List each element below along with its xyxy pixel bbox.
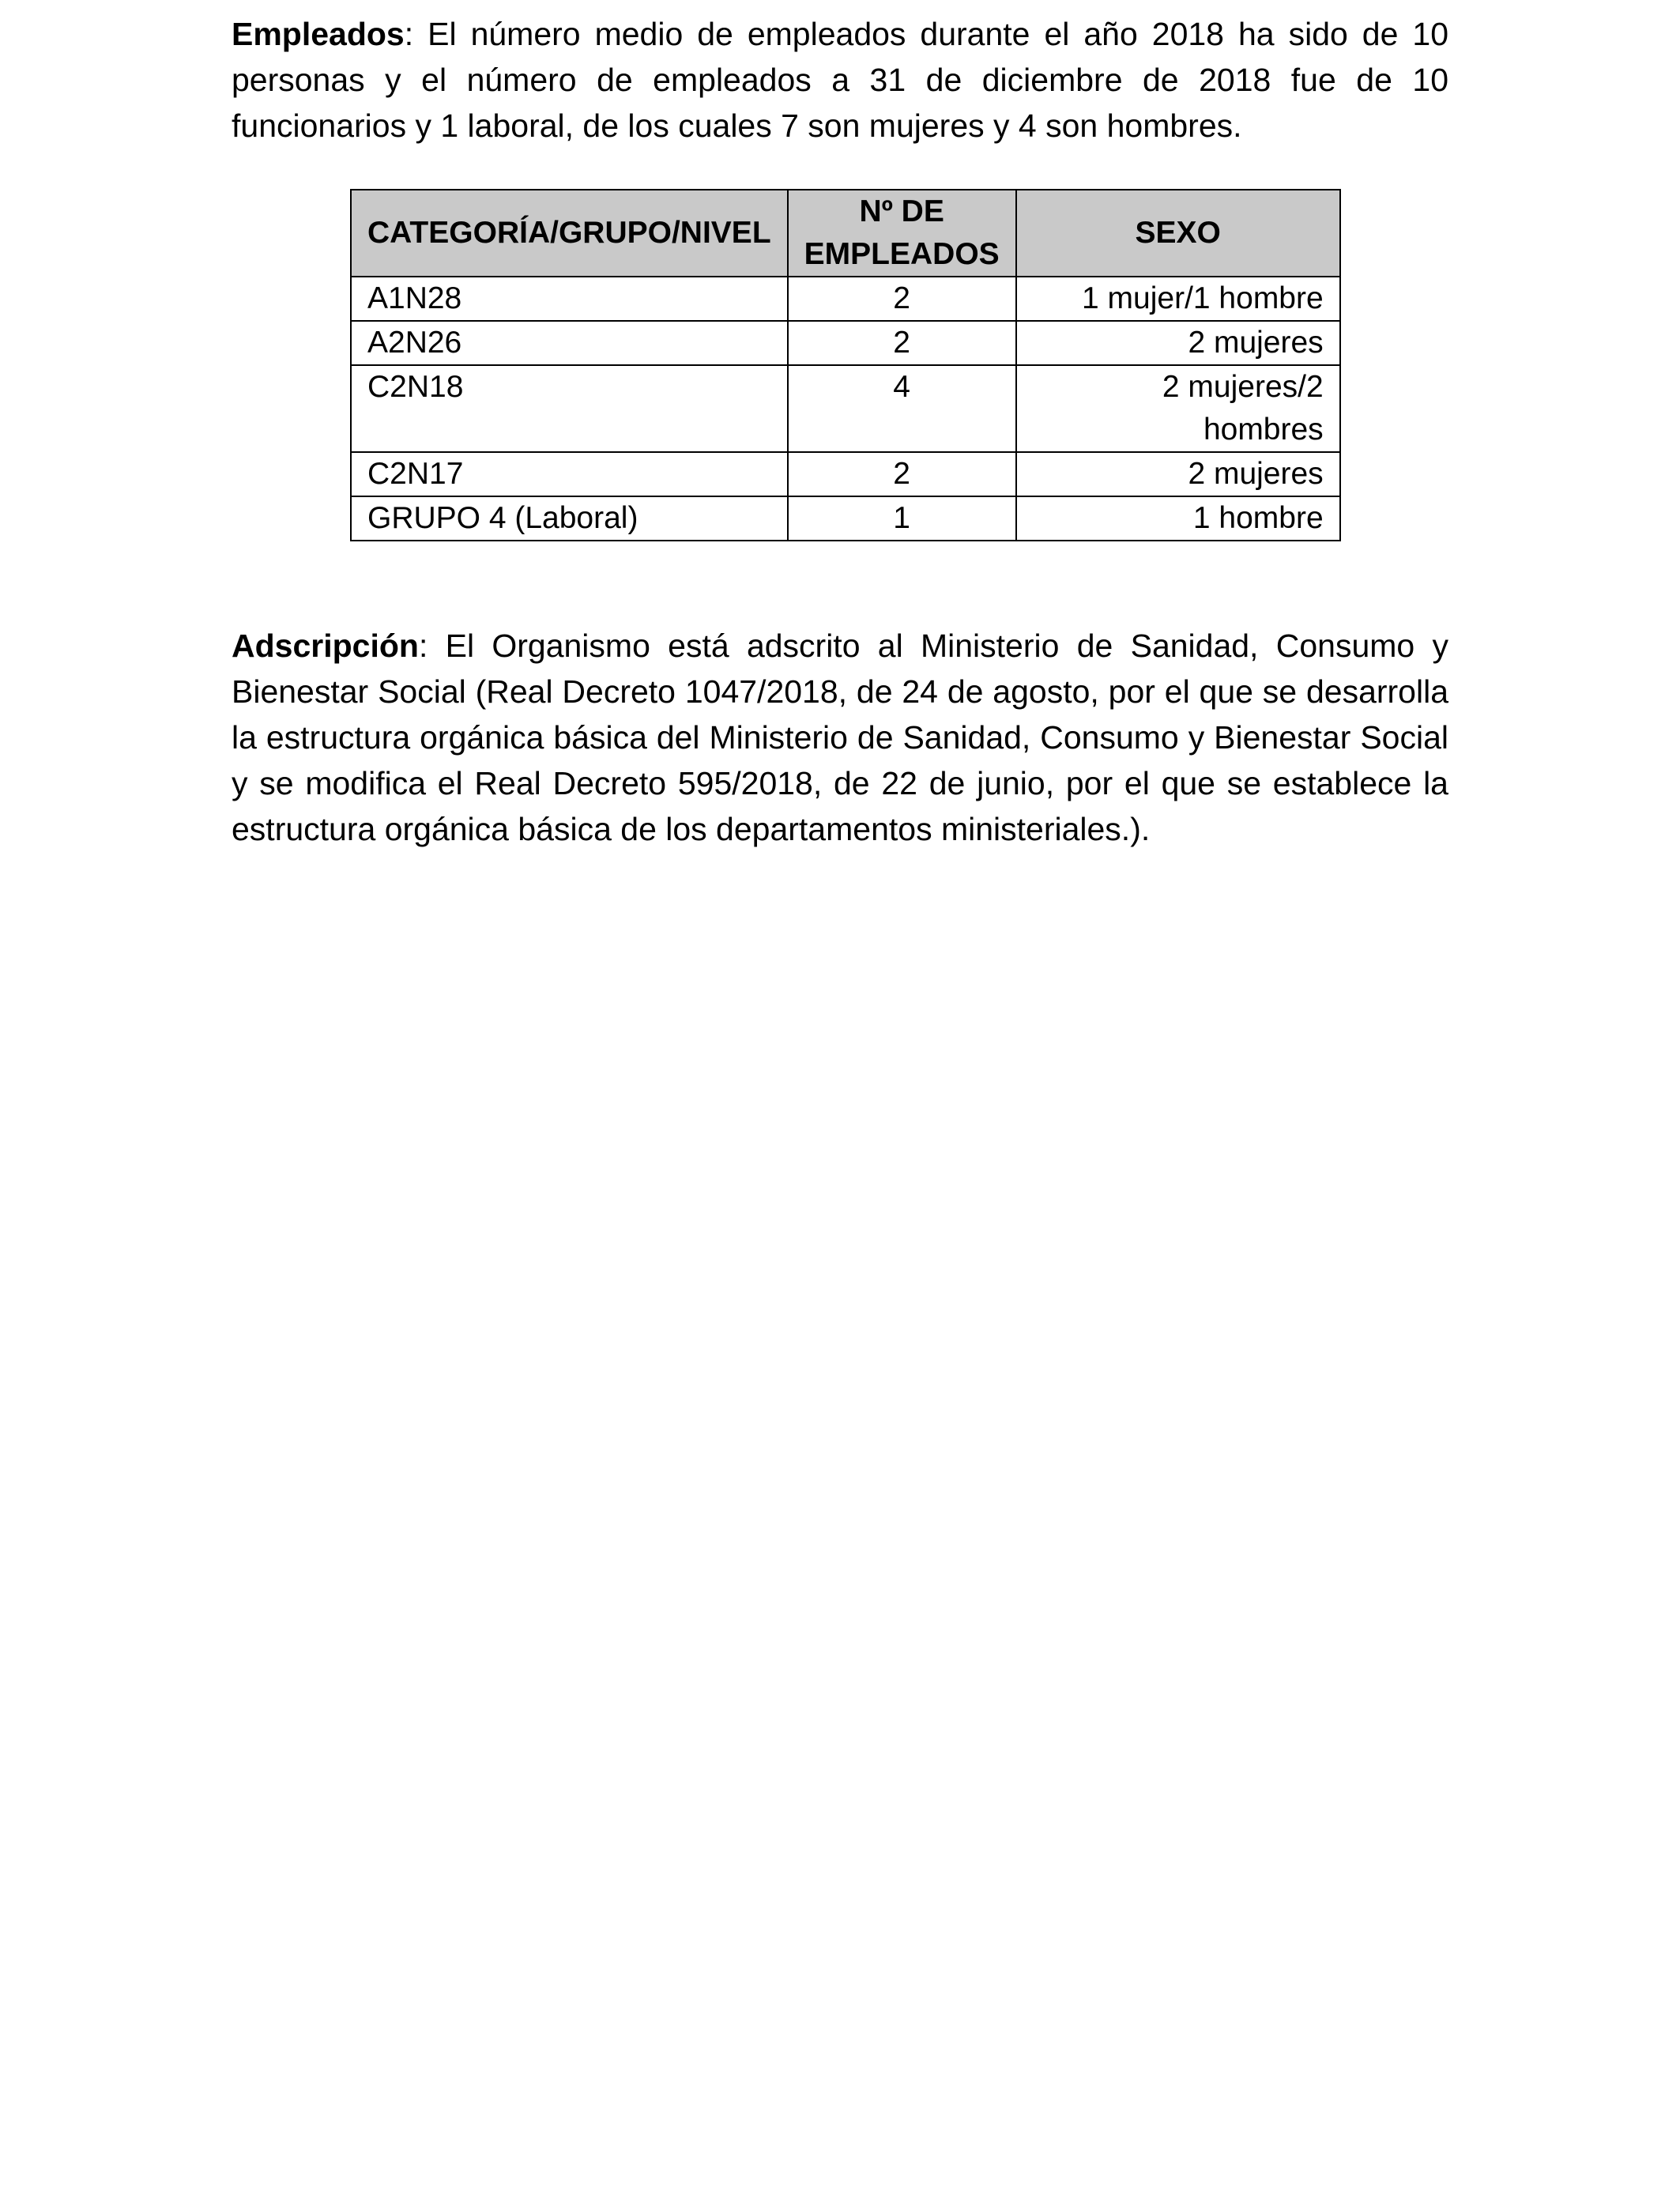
adscripcion-label: Adscripción: [232, 628, 419, 664]
empleados-text: : El número medio de empleados durante el año 2018 ha sido de 10 personas y el número de empleados a 31 de diciembre de 2018 fue de 10 funcionarios y 1 laboral, de los cuales 7 son mujeres y 4 son hombres.: [232, 16, 1448, 144]
adscripcion-text: : El Organismo está adscrito al Ministerio de Sanidad, Consumo y Bienestar Social (Real Decreto 1047/2018, de 24 de agosto, por el que se desarrolla la estructura orgánica básica del Ministerio de Sanidad, Consumo y Bienestar Social y se modifica el Real Decreto 595/2018, de 22 de junio, por el que se establece la estructura orgánica básica de los departamentos ministeriales.).: [232, 628, 1448, 847]
header-sex: SEXO: [1016, 190, 1340, 277]
cell-category: C2N18: [351, 365, 788, 452]
adscripcion-paragraph: [232, 623, 1448, 852]
table-row: [351, 277, 1340, 321]
table-row: [351, 496, 1340, 541]
cell-sex: 2 mujeres: [1016, 452, 1340, 496]
header-count: [788, 190, 1016, 277]
cell-count: 1: [788, 496, 1016, 541]
cell-category: A1N28: [351, 277, 788, 321]
table-header-row: [351, 190, 1340, 277]
cell-sex: 2 mujeres: [1016, 321, 1340, 365]
staff-table: [350, 189, 1341, 541]
cell-category: A2N26: [351, 321, 788, 365]
header-category: CATEGORÍA/GRUPO/NIVEL: [351, 190, 788, 277]
table-row: [351, 452, 1340, 496]
cell-count: 2: [788, 452, 1016, 496]
header-count-line2: EMPLEADOS: [804, 237, 1000, 271]
cell-count: 4: [788, 365, 1016, 452]
table-row: [351, 321, 1340, 365]
cell-count: 2: [788, 321, 1016, 365]
table-row: [351, 365, 1340, 452]
empleados-label: Empleados: [232, 16, 405, 52]
cell-sex: 1 hombre: [1016, 496, 1340, 541]
cell-sex: 1 mujer/1 hombre: [1016, 277, 1340, 321]
cell-category: GRUPO 4 (Laboral): [351, 496, 788, 541]
staff-table-container: [350, 189, 1341, 541]
cell-category: C2N17: [351, 452, 788, 496]
header-count-line1: Nº DE: [859, 194, 944, 228]
cell-count: 2: [788, 277, 1016, 321]
cell-sex: [1016, 365, 1340, 452]
cell-sex-text: 2 mujeres/2 hombres: [1162, 370, 1324, 447]
empleados-paragraph: [232, 11, 1448, 149]
